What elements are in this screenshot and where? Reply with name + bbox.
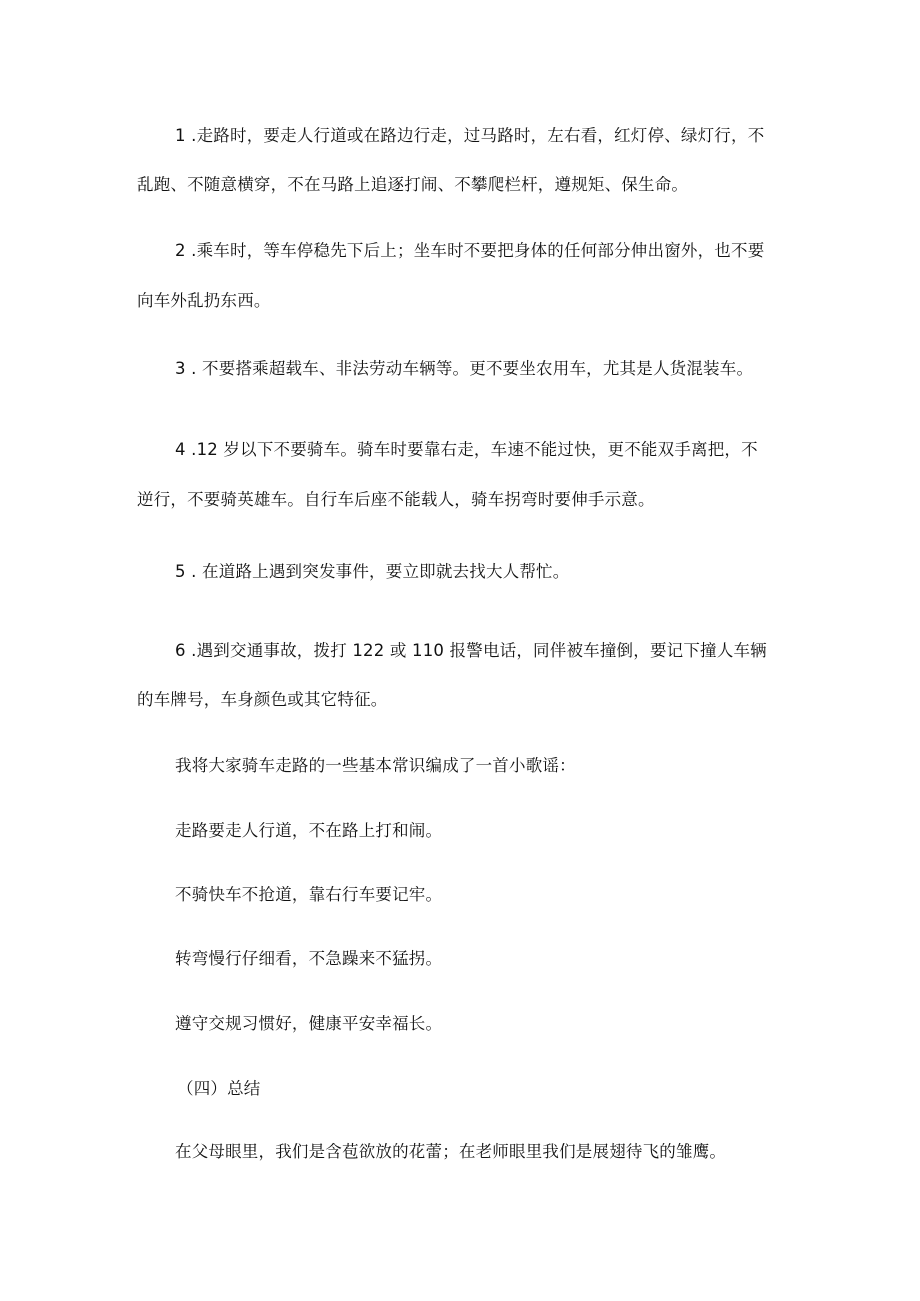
item-6-line-1	[175, 640, 767, 662]
item-6-text-1: .遇到交通事故，拨打 122 或 110 报警电话，同伴被车撞倒，要记下撞人车辆	[185, 641, 767, 660]
item-5-number: 5	[175, 562, 186, 581]
item-2-text-1: .乘车时，等车停稳先下后上；坐车时不要把身体的任何部分伸出窗外，也不要	[185, 241, 765, 260]
item-6-line-2: 的车牌号，车身颜色或其它特征。	[137, 690, 388, 709]
item-3-line-1	[175, 358, 753, 380]
item-1-number: 1	[175, 126, 186, 145]
item-2-number: 2	[175, 241, 186, 260]
item-1-line-2: 乱跑、不随意横穿，不在马路上追逐打闹、不攀爬栏杆，遵规矩、保生命。	[137, 175, 689, 194]
item-2-line-2: 向车外乱扔东西。	[137, 291, 271, 310]
song-line-3: 转弯慢行仔细看，不急躁来不猛拐。	[175, 949, 443, 968]
song-line-1: 走路要走人行道，不在路上打和闹。	[175, 821, 443, 840]
song-line-2: 不骑快车不抢道，靠右行车要记牢。	[175, 885, 443, 904]
song-intro: 我将大家骑车走路的一些基本常识编成了一首小歌谣：	[175, 756, 576, 775]
item-3-text-1: . 不要搭乘超载车、非法劳动车辆等。更不要坐农用车，尤其是人货混装车。	[185, 359, 754, 378]
item-3-number: 3	[175, 359, 186, 378]
item-2-line-1	[175, 240, 764, 262]
item-5-line-1	[175, 561, 569, 583]
song-line-4: 遵守交规习惯好，健康平安幸福长。	[175, 1014, 443, 1033]
closing-paragraph: 在父母眼里，我们是含苞欲放的花蕾；在老师眼里我们是展翅待飞的雏鹰。	[175, 1142, 727, 1161]
section-heading: （四）总结	[177, 1079, 261, 1098]
item-4-number: 4	[175, 440, 186, 459]
item-6-number: 6	[175, 641, 186, 660]
item-4-line-1	[175, 439, 758, 461]
item-1-text-1: .走路时，要走人行道或在路边行走，过马路时，左右看，红灯停、绿灯行，不	[185, 126, 765, 145]
item-4-line-2: 逆行，不要骑英雄车。自行车后座不能载人，骑车拐弯时要伸手示意。	[137, 490, 655, 509]
item-4-text-1: .12 岁以下不要骑车。骑车时要靠右走，车速不能过快，更不能双手离把，不	[185, 440, 758, 459]
item-5-text-1: . 在道路上遇到突发事件，要立即就去找大人帮忙。	[185, 562, 570, 581]
item-1-line-1	[175, 125, 764, 147]
